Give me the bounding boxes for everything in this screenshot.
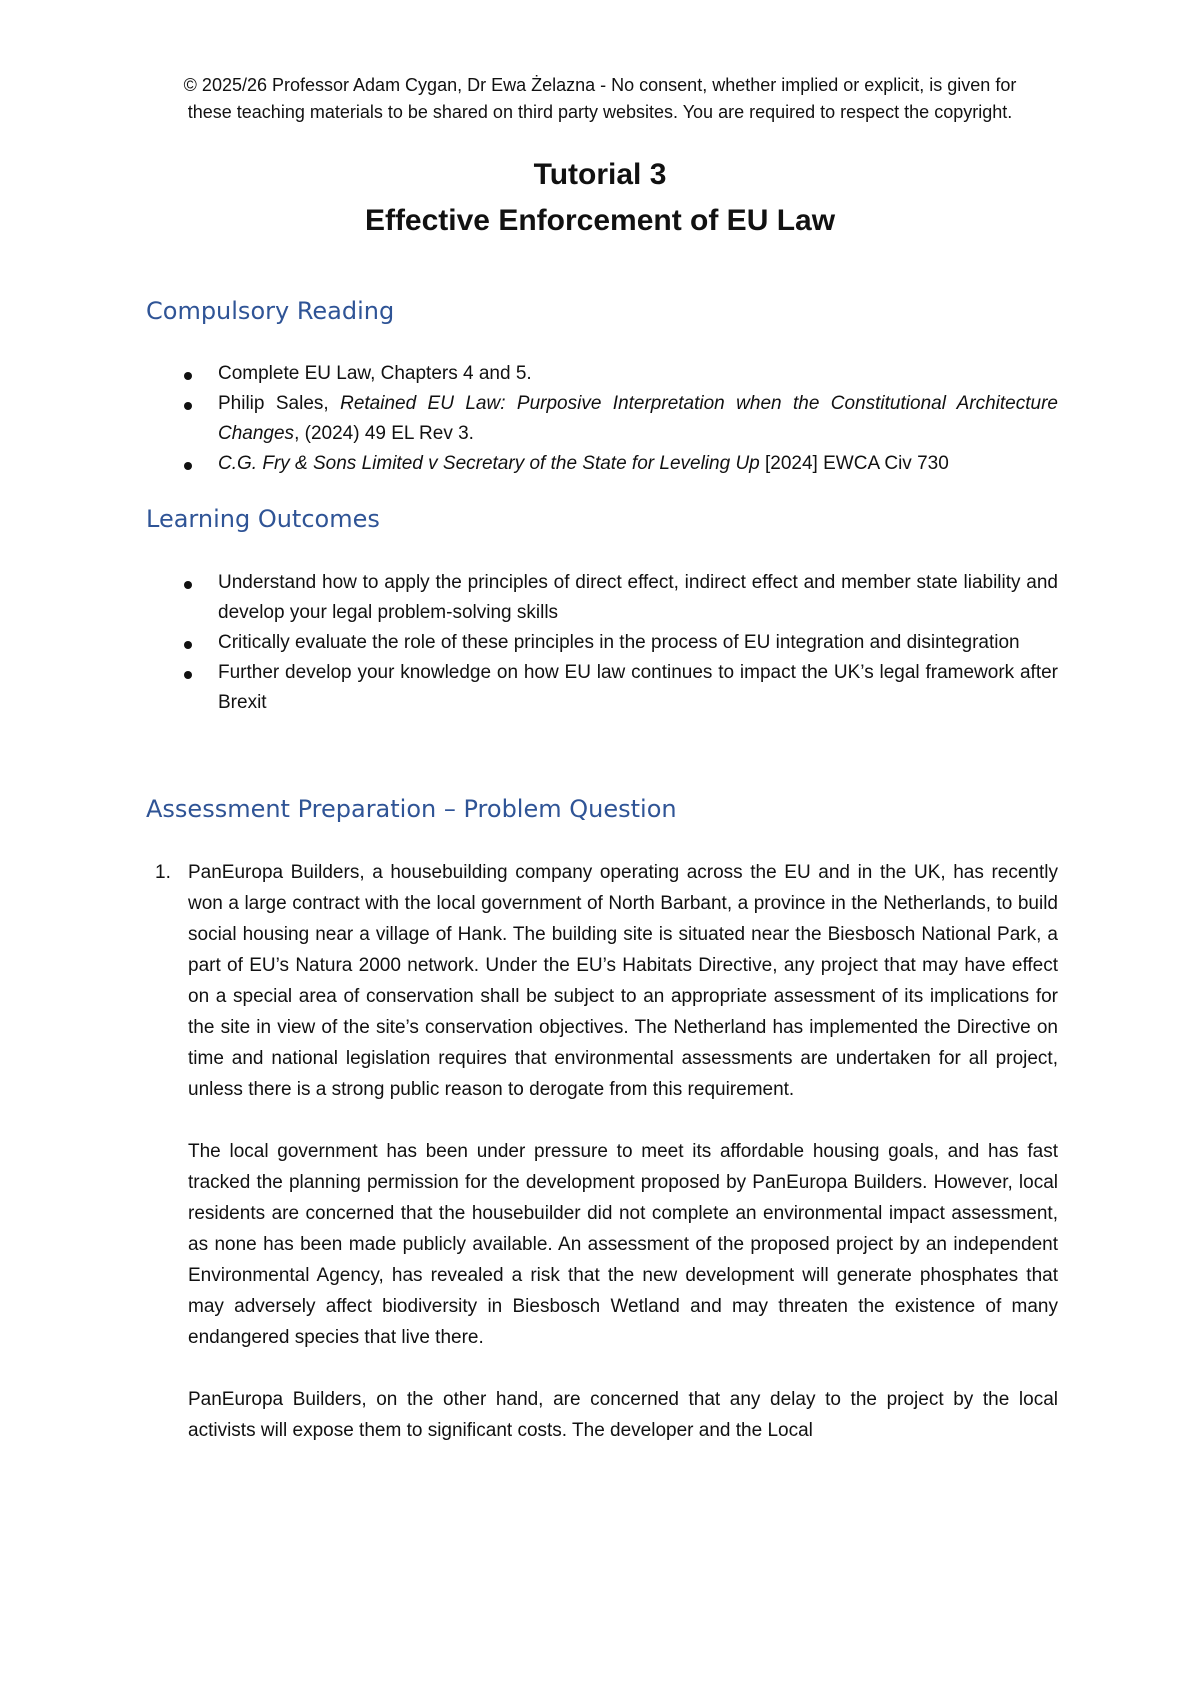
outcome-item-text: Understand how to apply the principles of direct effect, indirect effect and member state liability and develop your legal problem-solving skills (218, 572, 1058, 623)
compulsory-reading-heading: Compulsory Reading (146, 297, 395, 325)
bullet-icon (184, 462, 192, 470)
outcome-item (146, 658, 1058, 718)
bullet-icon (184, 402, 192, 410)
tutorial-number-title: Tutorial 3 (533, 158, 667, 191)
question-paragraph: PanEuropa Builders, on the other hand, are concerned that any delay to the project by the local activists will expose them to significant costs. The developer and the Local (188, 1389, 1058, 1441)
outcome-item-text: Further develop your knowledge on how EU law continues to impact the UK’s legal framework after Brexit (218, 662, 1058, 713)
assessment-preparation-heading: Assessment Preparation – Problem Question (146, 795, 677, 823)
compulsory-reading-list (146, 359, 1058, 479)
learning-outcomes-list (146, 568, 1058, 718)
reading-item-title: Retained EU Law: Purposive Interpretation when the Constitutional Architecture Changes (218, 393, 1058, 444)
question-paragraph: PanEuropa Builders, a housebuilding company operating across the EU and in the UK, has recently won a large contract with the local government of North Barbant, a province in the Netherlands, to build social housing near a village of Hank. The building site is situated near the Biesbosch National Park, a part of EU’s Natura 2000 network. Under the EU’s Habitats Directive, any project that may have effect on a special area of conservation shall be subject to an appropriate assessment of its implications for the site in view of the site’s conservation objectives. The Netherland has implemented the Directive on time and national legislation requires that environmental assessments are undertaken for all project, unless there is a strong public reason to derogate from this requirement. (188, 862, 1058, 1100)
reading-item (146, 449, 1058, 479)
reading-item-citation: , (2024) 49 EL Rev 3. (294, 423, 474, 444)
bullet-icon (184, 641, 192, 649)
bullet-icon (184, 671, 192, 679)
copyright-line-1: © 2025/26 Professor Adam Cygan, Dr Ewa Żelazna - No consent, whether implied or explicit, is given for (183, 75, 1017, 95)
question-number: 1. (155, 862, 171, 883)
reading-item (146, 359, 1058, 389)
bullet-icon (184, 372, 192, 380)
bullet-icon (184, 581, 192, 589)
reading-item-prefix: Philip Sales, (218, 393, 341, 414)
reading-item-text: Complete EU Law, Chapters 4 and 5. (218, 363, 532, 384)
outcome-item (146, 628, 1058, 658)
copyright-notice (100, 72, 1100, 126)
outcome-item (146, 568, 1058, 628)
outcome-item-text: Critically evaluate the role of these principles in the process of EU integration and disintegration (218, 632, 1020, 653)
copyright-line-2: these teaching materials to be shared on third party websites. You are required to respect the copyright. (187, 102, 1013, 122)
reading-item-case-name: C.G. Fry & Sons Limited v Secretary of the State for Leveling Up (218, 453, 760, 474)
question-body (188, 857, 1058, 1446)
reading-item-citation: [2024] EWCA Civ 730 (759, 453, 949, 474)
problem-question (146, 857, 1058, 1477)
learning-outcomes-heading: Learning Outcomes (146, 505, 380, 533)
reading-item (146, 389, 1058, 449)
question-paragraph: The local government has been under pressure to meet its affordable housing goals, and has fast tracked the planning permission for the development proposed by PanEuropa Builders. However, local residents are concerned that the housebuilder did not complete an environmental impact assessment, as none has been made publicly available. An assessment of the proposed project by an independent Environmental Agency, has revealed a risk that the new development will generate phosphates that may adversely affect biodiversity in Biesbosch Wetland and may threaten the existence of many endangered species that live there. (188, 1141, 1058, 1348)
tutorial-topic-title: Effective Enforcement of EU Law (364, 204, 836, 237)
